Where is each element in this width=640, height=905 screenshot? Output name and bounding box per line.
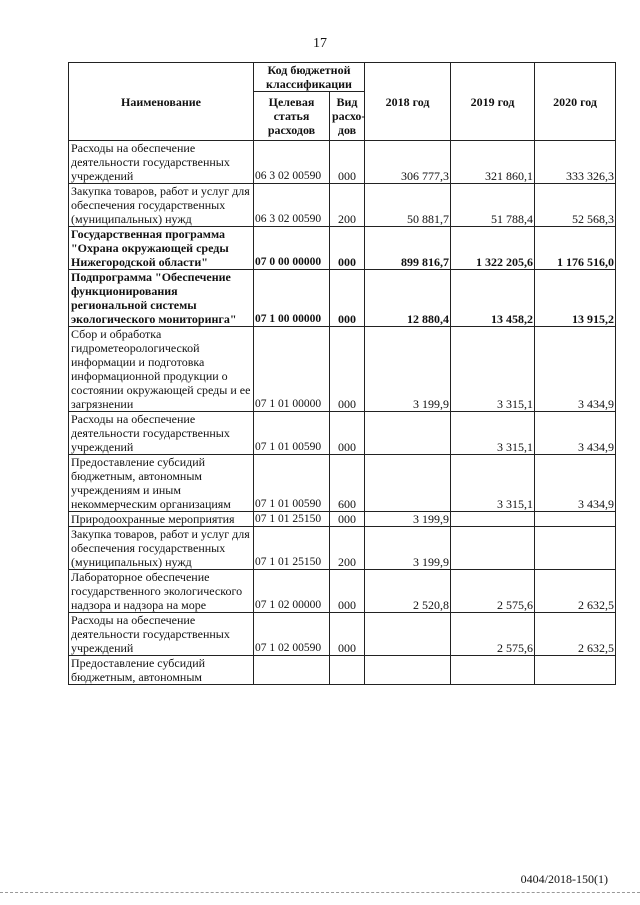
row-name: Предоставление субсидий бюджетным, автономным [69, 656, 254, 685]
row-value-2019: 3 315,1 [451, 327, 535, 412]
row-target-code: 07 1 01 25150 [254, 527, 330, 570]
row-value-2019 [451, 656, 535, 685]
row-name: Расходы на обеспечение деятельности государственных учреждений [69, 613, 254, 656]
document-code: 0404/2018-150(1) [520, 872, 608, 886]
row-expense-kind: 200 [330, 527, 365, 570]
row-value-2019: 51 788,4 [451, 184, 535, 227]
row-value-2018: 50 881,7 [365, 184, 451, 227]
row-value-2019: 13 458,2 [451, 270, 535, 327]
row-target-code: 07 1 01 00590 [254, 412, 330, 455]
row-value-2020: 3 434,9 [535, 455, 616, 512]
row-target-code: 06 3 02 00590 [254, 184, 330, 227]
row-target-code [254, 656, 330, 685]
row-value-2020 [535, 527, 616, 570]
header-target-article: Целевая статья расходов [254, 92, 330, 141]
row-target-code: 06 3 02 00590 [254, 141, 330, 184]
row-value-2018: 12 880,4 [365, 270, 451, 327]
row-name: Расходы на обеспечение деятельности государственных учреждений [69, 141, 254, 184]
row-expense-kind: 600 [330, 455, 365, 512]
row-name: Лабораторное обеспечение государственного экологического надзора и надзора на море [69, 570, 254, 613]
row-expense-kind: 000 [330, 570, 365, 613]
row-value-2018: 3 199,9 [365, 512, 451, 527]
row-value-2018 [365, 455, 451, 512]
header-code-group: Код бюджетной классификации [254, 63, 365, 92]
row-value-2018 [365, 613, 451, 656]
row-value-2018: 2 520,8 [365, 570, 451, 613]
row-expense-kind: 000 [330, 227, 365, 270]
row-expense-kind: 000 [330, 613, 365, 656]
header-2019: 2019 год [451, 63, 535, 141]
row-value-2019: 2 575,6 [451, 570, 535, 613]
row-value-2018 [365, 656, 451, 685]
page-number: 17 [313, 36, 327, 51]
row-value-2018: 3 199,9 [365, 327, 451, 412]
row-target-code: 07 1 02 00590 [254, 613, 330, 656]
table-row [69, 141, 616, 184]
row-value-2018: 306 777,3 [365, 141, 451, 184]
table-row [69, 184, 616, 227]
row-target-code: 07 0 00 00000 [254, 227, 330, 270]
header-name: Наименование [69, 63, 254, 141]
header-row-1 [69, 63, 616, 92]
row-value-2019: 3 315,1 [451, 412, 535, 455]
row-value-2018: 899 816,7 [365, 227, 451, 270]
row-name: Сбор и обработка гидрометеорологической информации и подготовка информационной продукции о состоянии окружающей среды и ее загрязнении [69, 327, 254, 412]
header-expense-kind: Вид расхо-дов [330, 92, 365, 141]
row-expense-kind: 000 [330, 412, 365, 455]
row-value-2020: 333 326,3 [535, 141, 616, 184]
row-value-2020: 2 632,5 [535, 613, 616, 656]
budget-table [68, 62, 616, 685]
row-name: Природоохранные мероприятия [69, 512, 254, 527]
table-row [69, 570, 616, 613]
row-value-2019: 1 322 205,6 [451, 227, 535, 270]
row-name: Подпрограмма "Обеспечение функционирования региональной системы экологического мониторинга" [69, 270, 254, 327]
row-expense-kind: 000 [330, 141, 365, 184]
row-expense-kind [330, 656, 365, 685]
row-name: Предоставление субсидий бюджетным, автономным учреждениям и иным некоммерческим организациям [69, 455, 254, 512]
row-target-code: 07 1 01 25150 [254, 512, 330, 527]
row-value-2019 [451, 512, 535, 527]
row-value-2019: 321 860,1 [451, 141, 535, 184]
row-target-code: 07 1 00 00000 [254, 270, 330, 327]
row-expense-kind: 000 [330, 327, 365, 412]
row-value-2018 [365, 412, 451, 455]
row-expense-kind: 200 [330, 184, 365, 227]
row-name: Государственная программа "Охрана окружающей среды Нижегородской области" [69, 227, 254, 270]
row-name: Закупка товаров, работ и услуг для обеспечения государственных (муниципальных) нужд [69, 527, 254, 570]
row-value-2020 [535, 512, 616, 527]
table-row [69, 227, 616, 270]
row-value-2019: 3 315,1 [451, 455, 535, 512]
table-row [69, 656, 616, 685]
row-value-2019 [451, 527, 535, 570]
row-value-2020: 3 434,9 [535, 327, 616, 412]
header-2020: 2020 год [535, 63, 616, 141]
row-value-2018: 3 199,9 [365, 527, 451, 570]
row-value-2020: 1 176 516,0 [535, 227, 616, 270]
table-row [69, 270, 616, 327]
row-value-2020 [535, 656, 616, 685]
table-row [69, 512, 616, 527]
row-expense-kind: 000 [330, 512, 365, 527]
row-value-2020: 13 915,2 [535, 270, 616, 327]
row-expense-kind: 000 [330, 270, 365, 327]
row-name: Расходы на обеспечение деятельности государственных учреждений [69, 412, 254, 455]
row-value-2019: 2 575,6 [451, 613, 535, 656]
row-target-code: 07 1 01 00590 [254, 455, 330, 512]
row-value-2020: 52 568,3 [535, 184, 616, 227]
header-2018: 2018 год [365, 63, 451, 141]
row-target-code: 07 1 02 00000 [254, 570, 330, 613]
row-target-code: 07 1 01 00000 [254, 327, 330, 412]
row-value-2020: 2 632,5 [535, 570, 616, 613]
bottom-divider [0, 892, 640, 893]
row-name: Закупка товаров, работ и услуг для обеспечения государственных (муниципальных) нужд [69, 184, 254, 227]
table-row [69, 613, 616, 656]
table-row [69, 527, 616, 570]
table-row [69, 412, 616, 455]
row-value-2020: 3 434,9 [535, 412, 616, 455]
table-row [69, 455, 616, 512]
table-row [69, 327, 616, 412]
